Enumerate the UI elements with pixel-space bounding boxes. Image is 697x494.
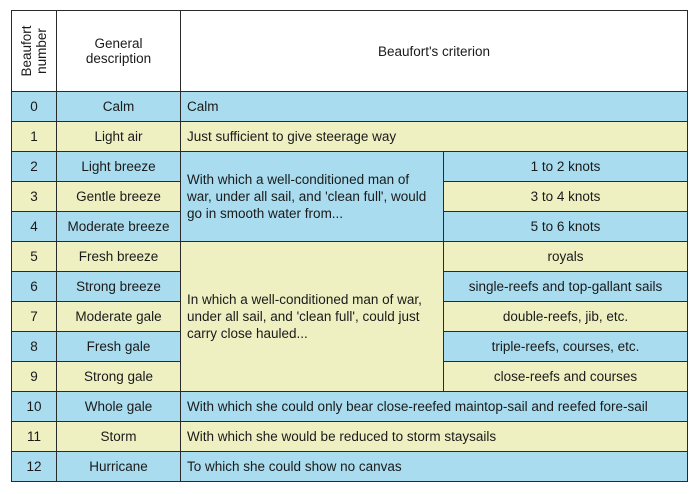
general-description: Strong breeze [57, 272, 181, 302]
sail-condition: single-reefs and top-gallant sails [444, 272, 688, 302]
general-description: Strong gale [57, 362, 181, 392]
table-row [12, 392, 688, 422]
sail-condition: close-reefs and courses [444, 362, 688, 392]
beaufort-number: 10 [12, 392, 57, 422]
sail-condition: triple-reefs, courses, etc. [444, 332, 688, 362]
general-description: Light breeze [57, 152, 181, 182]
criterion-cell: To which she could show no canvas [181, 452, 688, 482]
sail-condition: 5 to 6 knots [444, 212, 688, 242]
general-description: Whole gale [57, 392, 181, 422]
general-description: Gentle breeze [57, 182, 181, 212]
header-beaufort-number [12, 11, 57, 92]
beaufort-number: 8 [12, 332, 57, 362]
beaufort-number: 11 [12, 422, 57, 452]
general-description: Hurricane [57, 452, 181, 482]
beaufort-number: 0 [12, 92, 57, 122]
sail-condition: 3 to 4 knots [444, 182, 688, 212]
header-description-line2: description [85, 51, 152, 66]
general-description: Fresh gale [57, 332, 181, 362]
beaufort-number: 3 [12, 182, 57, 212]
beaufort-number: 4 [12, 212, 57, 242]
criterion-cell: With which she would be reduced to storm staysails [181, 422, 688, 452]
criterion-cell: With which she could only bear close-reefed maintop-sail and reefed fore-sail [181, 392, 688, 422]
header-row [12, 11, 688, 92]
general-description: Storm [57, 422, 181, 452]
sail-condition: royals [444, 242, 688, 272]
beaufort-number: 5 [12, 242, 57, 272]
criterion-cell: Calm [181, 92, 688, 122]
header-general-description [57, 11, 181, 92]
beaufort-number: 12 [12, 452, 57, 482]
general-description: Fresh breeze [57, 242, 181, 272]
table-row [12, 122, 688, 152]
group-close-hauled: In which a well-conditioned man of war, under all sail, and 'clean full', could just carry close hauled... [181, 242, 444, 392]
table-row [12, 242, 688, 272]
header-criterion: Beaufort's criterion [181, 11, 688, 92]
table-row [12, 422, 688, 452]
beaufort-number: 7 [12, 302, 57, 332]
beaufort-scale-table [11, 10, 688, 482]
header-number-line1: Beaufort [19, 25, 34, 77]
group-smooth-water: With which a well-conditioned man of war, under all sail, and 'clean full', would go in smooth water from... [181, 152, 444, 242]
general-description: Moderate breeze [57, 212, 181, 242]
beaufort-number: 6 [12, 272, 57, 302]
general-description: Calm [57, 92, 181, 122]
beaufort-number: 2 [12, 152, 57, 182]
general-description: Light air [57, 122, 181, 152]
table-row [12, 92, 688, 122]
general-description: Moderate gale [57, 302, 181, 332]
table-row [12, 452, 688, 482]
beaufort-number: 1 [12, 122, 57, 152]
header-description-line1: General [94, 36, 143, 51]
sail-condition: 1 to 2 knots [444, 152, 688, 182]
header-number-line2: number [34, 28, 49, 74]
criterion-cell: Just sufficient to give steerage way [181, 122, 688, 152]
table-row [12, 152, 688, 182]
sail-condition: double-reefs, jib, etc. [444, 302, 688, 332]
beaufort-number: 9 [12, 362, 57, 392]
